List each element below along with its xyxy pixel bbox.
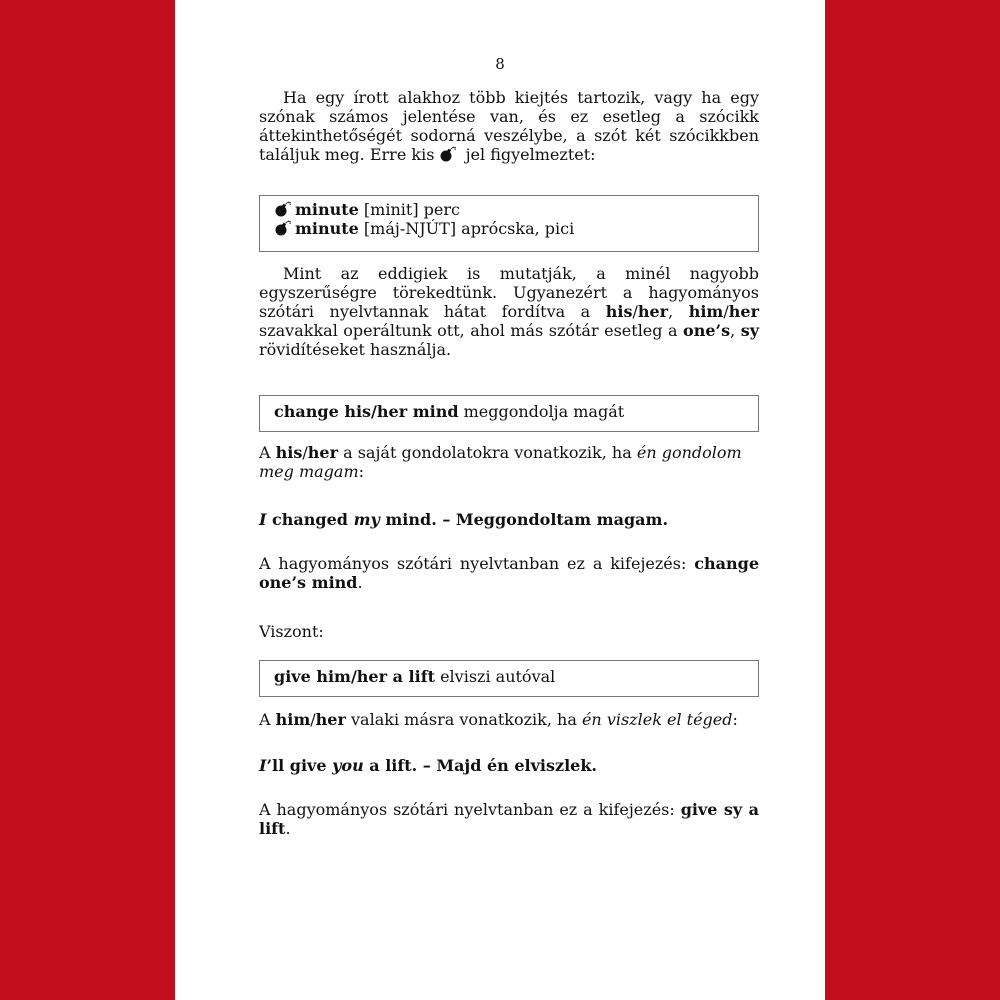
simplicity-paragraph	[259, 264, 759, 359]
traditional-paragraph-1	[259, 554, 759, 592]
entry-minute-2	[274, 219, 744, 238]
bold-term: one’s	[683, 321, 731, 340]
viszont-paragraph: Viszont:	[259, 622, 324, 641]
text: rövidítéseket használja.	[259, 340, 452, 359]
entry-minute-1	[274, 200, 744, 219]
headword: change his/her mind	[274, 402, 459, 421]
example-box-change-mind	[259, 395, 759, 432]
bold-term: give sy a lift	[259, 800, 760, 838]
italic-word: my	[353, 510, 380, 529]
text: A	[259, 443, 276, 462]
bold-term: sy	[740, 321, 759, 340]
italic-phrase: én gondolom meg magam	[259, 443, 742, 481]
italic-word: I	[259, 756, 267, 775]
example-sentence-mind	[259, 510, 759, 529]
page-content	[259, 0, 759, 1000]
bold-term: him	[275, 710, 311, 729]
headword: give him/her a lift	[274, 667, 435, 686]
intro-text-end: jel figyelmeztet:	[460, 145, 596, 164]
intro-text: Ha egy írott alakhoz több kiejtés tartozik, vagy ha egy szónak számos jelentése van, és ez esetleg a szócikk áttekinthetőségét sodorná veszélybe, a szót két szócikkben találjuk meg. Erre kis	[259, 88, 759, 164]
entry-definition: elviszi autóval	[434, 667, 556, 686]
slash: /	[723, 302, 729, 321]
text: mind. – Meggondoltam magam.	[379, 510, 669, 529]
example-sentence-lift	[259, 756, 759, 775]
bomb-icon	[274, 220, 292, 236]
text: :	[732, 710, 738, 729]
bold-term: her	[307, 443, 338, 462]
text: ’ll give	[266, 756, 333, 775]
italic-word: I	[259, 510, 267, 529]
entry-definition: meggondolja magát	[458, 402, 625, 421]
example-box-lift	[259, 660, 759, 697]
italic-word: you	[332, 756, 364, 775]
text: a lift. – Majd én elviszlek.	[363, 756, 597, 775]
text: :	[358, 462, 365, 481]
text: A	[259, 710, 276, 729]
intro-paragraph	[259, 88, 759, 164]
bold-term: him	[688, 302, 724, 321]
entry-definition: [minit] perc	[358, 200, 460, 219]
bomb-icon	[439, 146, 457, 162]
text: .	[357, 573, 363, 592]
slash: /	[310, 710, 316, 729]
text: .	[285, 819, 291, 838]
bomb-icon	[274, 201, 292, 217]
entry-definition: [máj-NJÚT] aprócska, pici	[358, 219, 575, 238]
text: szavakkal operáltunk ott, ahol más szótár esetleg a	[259, 321, 684, 340]
bold-term: her	[315, 710, 346, 729]
bold-term: her	[728, 302, 759, 321]
bold-term: his	[275, 443, 303, 462]
traditional-paragraph-2	[259, 800, 759, 838]
text: a saját gondolatokra vonatkozik, ha	[338, 443, 637, 462]
his-her-paragraph	[259, 443, 759, 481]
text: Mint az eddigiek is mutatják, a minél nagyobb egyszerűségre törekedtünk. Ugyanezért a hagyományos szótári nyelvtannak hátat fordítva a	[259, 264, 759, 321]
headword: minute	[295, 219, 359, 238]
italic-phrase: én viszlek el téged	[581, 710, 733, 729]
slash: /	[632, 302, 638, 321]
text: A hagyományos szótári nyelvtanban ez a kifejezés:	[259, 554, 695, 573]
slash: /	[302, 443, 308, 462]
bold-term: her	[637, 302, 669, 321]
him-her-paragraph	[259, 710, 759, 729]
bold-term: change one’s mind	[259, 554, 759, 592]
bold-term: his	[605, 302, 633, 321]
example-box-minute	[259, 195, 759, 252]
text: valaki másra vonatkozik, ha	[345, 710, 582, 729]
text: A hagyományos szótári nyelvtanban ez a kifejezés:	[259, 800, 681, 819]
text: changed	[266, 510, 354, 529]
headword: minute	[295, 200, 359, 219]
text: ,	[668, 302, 689, 321]
page-number: 8	[495, 55, 505, 73]
text: ,	[730, 321, 741, 340]
